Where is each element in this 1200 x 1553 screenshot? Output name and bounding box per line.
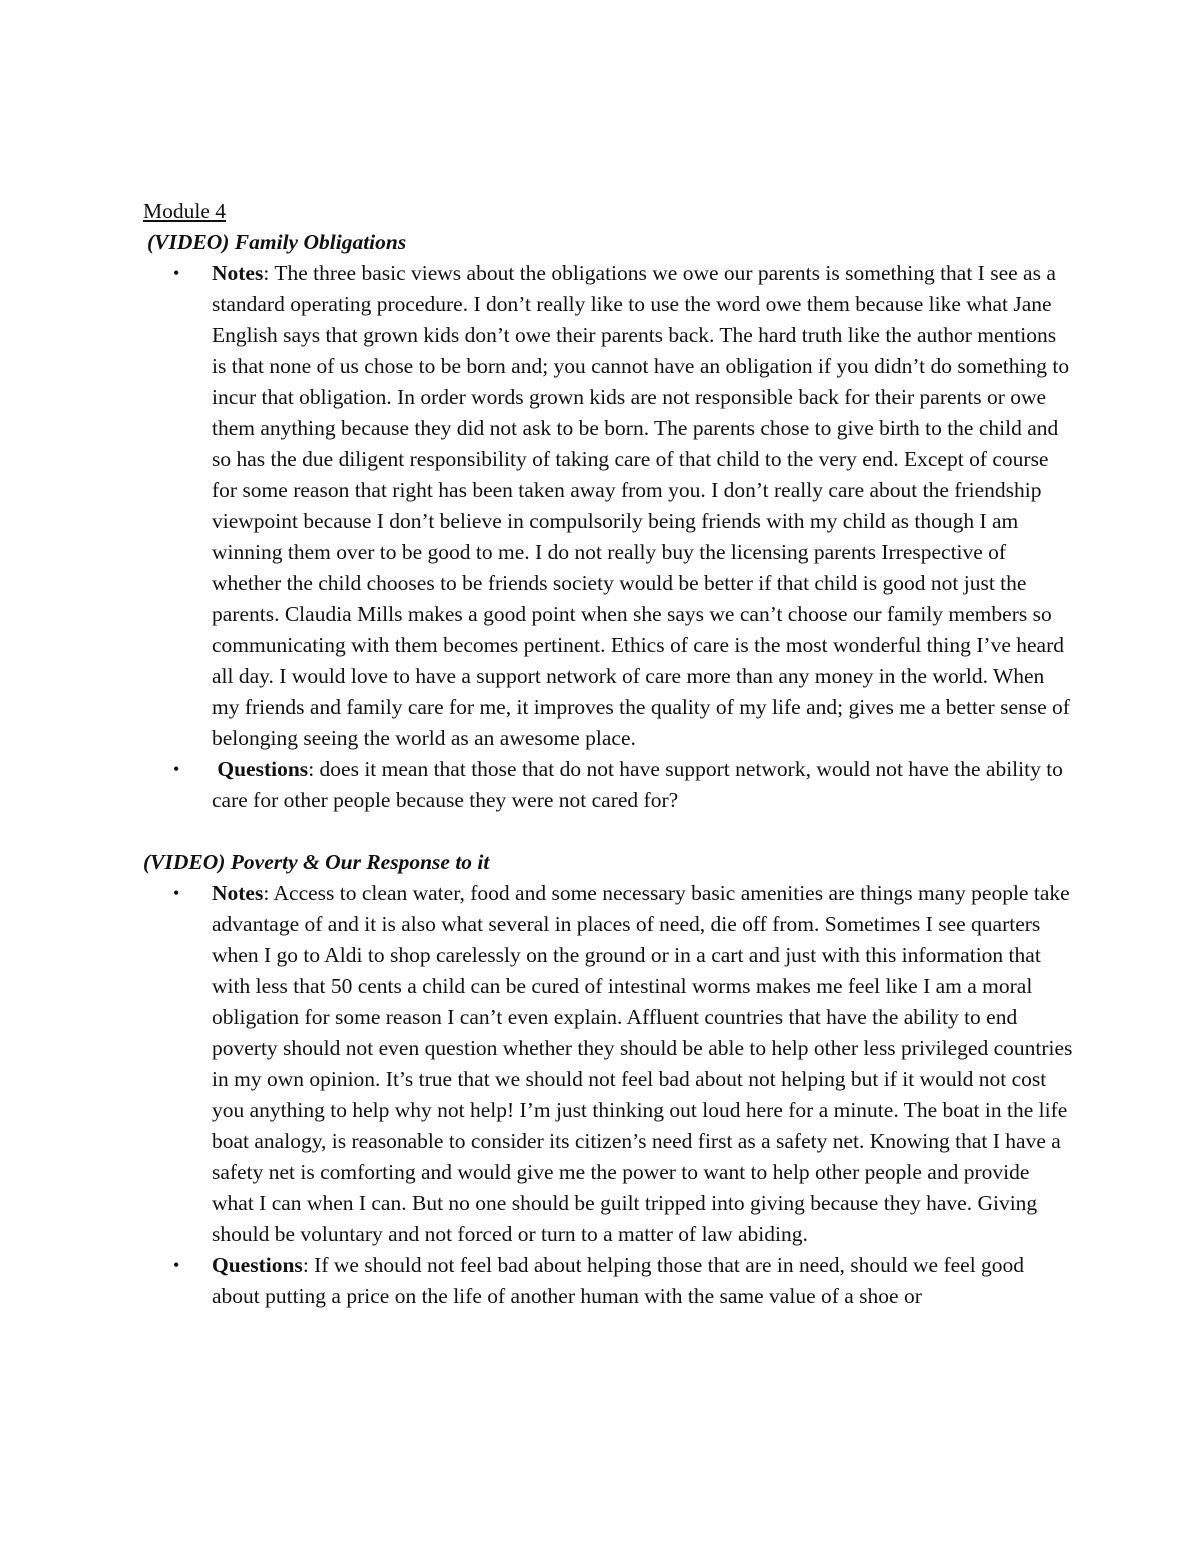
module-title: Module 4 xyxy=(143,199,227,223)
bullet-icon: • xyxy=(173,1255,180,1275)
list-item xyxy=(143,258,1073,754)
poverty-list xyxy=(143,878,1073,1312)
questions-label: Questions xyxy=(217,757,309,781)
document-body xyxy=(143,196,1073,1312)
notes-text: : Access to clean water, food and some necessary basic amenities are things many people take advantage of and it is also what several in places of need, die off from. Sometimes I see quarters when I go to Aldi to shop carelessly on the ground or in a cart and just with this information that with less that 50 cents a child can be cured of intestinal worms makes me feel like I am a moral obligation for some reason I can’t even explain. Affluent countries that have the ability to end poverty should not even question whether they should be able to help other less privileged countries in my own opinion. It’s true that we should not feel bad about not helping but if it would not cost you anything to help why not help! I’m just thinking out loud here for a minute. The boat in the life boat analogy, is reasonable to consider its citizen’s need first as a safety net. Knowing that I have a safety net is comforting and would give me the power to want to help other people and provide what I can when I can. But no one should be guilt tripped into giving because they have. Giving should be voluntary and not forced or turn to a matter of law abiding. xyxy=(212,881,1073,1246)
questions-label: Questions xyxy=(212,1253,303,1277)
family-obligations-list xyxy=(143,258,1073,816)
list-item xyxy=(143,878,1073,1250)
section-heading-poverty: (VIDEO) Poverty & Our Response to it xyxy=(143,850,490,874)
bullet-icon: • xyxy=(173,883,180,903)
notes-text: : The three basic views about the obligations we owe our parents is something that I see as a standard operating procedure. I don’t really like to use the word owe them because like what Jane English says that grown kids don’t owe their parents back. The hard truth like the author mentions is that none of us chose to be born and; you cannot have an obligation if you didn’t do something to incur that obligation. In order words grown kids are not responsible back for their parents or owe them anything because they did not ask to be born. The parents chose to give birth to the child and so has the due diligent responsibility of taking care of that child to the very end. Except of course for some reason that right has been taken away from you. I don’t really care about the friendship viewpoint because I don’t believe in compulsorily being friends with my child as though I am winning them over to be good to me. I do not really buy the licensing parents Irrespective of whether the child chooses to be friends society would be better if that child is good not just the parents. Claudia Mills makes a good point when she says we can’t choose our family members so communicating with them becomes pertinent. Ethics of care is the most wonderful thing I’ve heard all day. I would love to have a support network of care more than any money in the world. When my friends and family care for me, it improves the quality of my life and; gives me a better sense of belonging seeing the world as an awesome place. xyxy=(212,261,1070,750)
list-item xyxy=(143,1250,1073,1312)
list-item xyxy=(143,754,1073,816)
section-heading-family-obligations: (VIDEO) Family Obligations xyxy=(147,230,407,254)
questions-text: : does it mean that those that do not have support network, would not have the ability to care for other people because they were not cared for? xyxy=(212,757,1063,812)
section-spacer xyxy=(143,816,1073,847)
notes-label: Notes xyxy=(212,261,264,285)
questions-text: : If we should not feel bad about helping those that are in need, should we feel good about putting a price on the life of another human with the same value of a shoe or xyxy=(212,1253,1025,1308)
bullet-icon: • xyxy=(173,263,180,283)
notes-label: Notes xyxy=(212,881,264,905)
bullet-icon: • xyxy=(173,759,180,779)
